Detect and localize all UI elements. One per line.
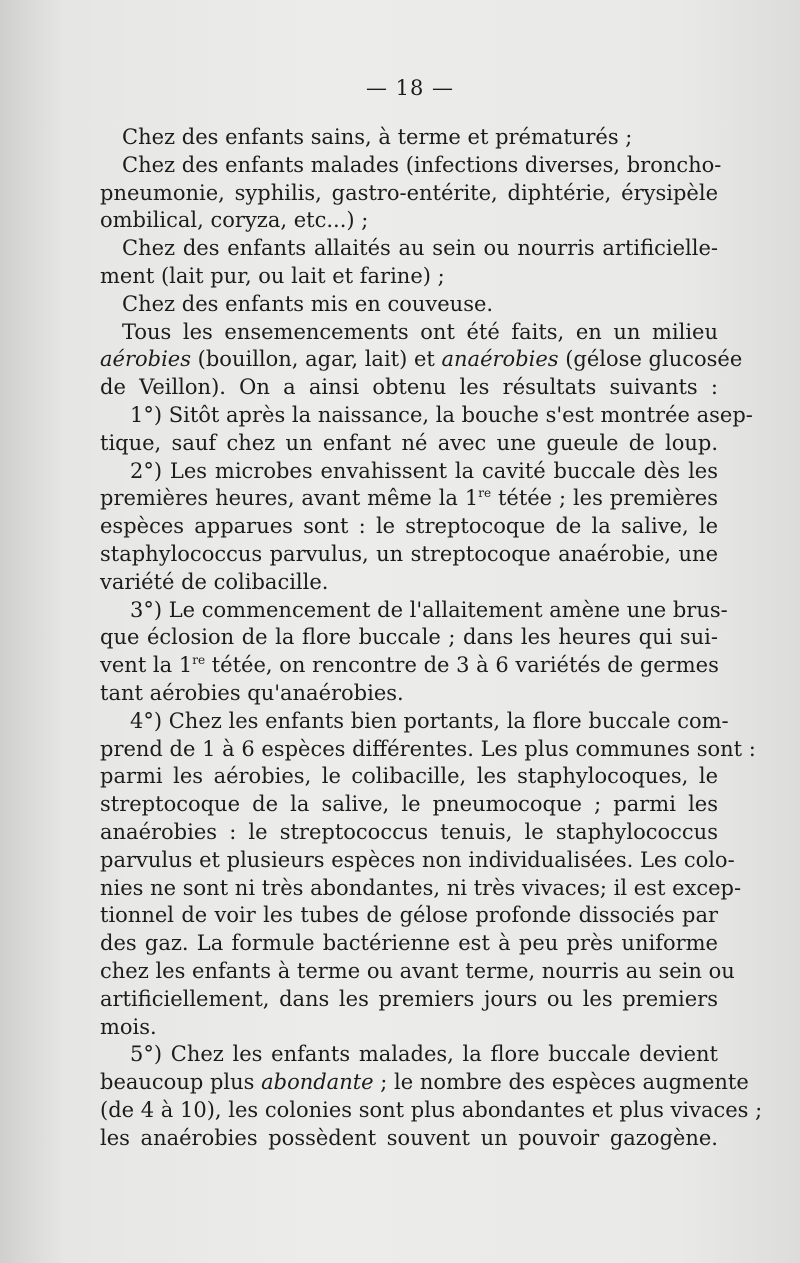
text-segment: 2°) Les microbes envahissent la cavité buccale dès les [130, 458, 718, 483]
text-line: chez les enfants à terme ou avant terme, nourris au sein ou [100, 958, 735, 983]
text-segment: 5°) Chez les enfants malades, la flore buccale devient [130, 1042, 718, 1067]
text-line: anaérobies : le streptococcus tenuis, le staphylococcus [100, 819, 718, 844]
text-segment: ; le nombre des espèces augmente [373, 1070, 749, 1095]
text-line: prend de 1 à 6 espèces différentes. Les plus communes sont : [100, 736, 756, 761]
text-line: pneumonie, syphilis, gastro-entérite, diphtérie, érysipèle [100, 180, 718, 205]
superscript: re [478, 486, 492, 501]
text-line: artificiellement, dans les premiers jours ou les premiers [100, 986, 718, 1011]
text-line [100, 485, 718, 513]
text-line: tique, sauf chez un enfant né avec une gueule de loup. [100, 430, 718, 455]
text-line: 3°) Le commencement de l'allaitement amène une brus- [130, 597, 728, 622]
text-line: ment (lait pur, ou lait et farine) ; [100, 263, 445, 288]
text-segment: (gélose glucosée [558, 347, 743, 372]
text-line [100, 458, 718, 486]
text-line: espèces apparues sont : le streptocoque de la salive, le [100, 514, 718, 539]
text-line: tionnel de voir les tubes de gélose profonde dissociés par [100, 903, 718, 928]
text-segment: premières heures, avant même la 1 [100, 486, 479, 511]
text-line: Chez des enfants sains, à terme et prématurés ; [122, 125, 633, 149]
text-line: staphylococcus parvulus, un streptocoque anaérobie, une [100, 541, 718, 566]
italic-term: aérobies [100, 347, 191, 372]
text-line: 1°) Sitôt après la naissance, la bouche s'est montrée asep- [130, 402, 753, 427]
text-line: de Veillon). On a ainsi obtenu les résultats suivants : [100, 375, 718, 400]
text-line: mois. [100, 1014, 157, 1039]
text-line [100, 1069, 749, 1097]
text-line: parmi les aérobies, le colibacille, les staphylocoques, le [100, 764, 718, 789]
text-segment: tétée ; les premières [491, 486, 718, 511]
text-line: des gaz. La formule bactérienne est à peu près uniforme [100, 931, 718, 956]
text-line [100, 346, 743, 374]
text-segment: beaucoup plus [100, 1070, 262, 1095]
text-line: que éclosion de la flore buccale ; dans les heures qui sui- [100, 625, 718, 650]
text-line: Tous les ensemencements ont été faits, en un milieu [122, 319, 718, 344]
superscript: re [192, 653, 206, 668]
italic-term: abondante [261, 1070, 374, 1095]
text-line: les anaérobies possèdent souvent un pouvoir gazogène. [100, 1125, 718, 1150]
text-line: nies ne sont ni très abondantes, ni très vivaces; il est excep- [100, 875, 742, 900]
text-line: streptocoque de la salive, le pneumocoque ; parmi les [100, 792, 718, 817]
text-segment: vent la 1 [100, 653, 193, 678]
text-line [100, 1041, 718, 1069]
text-line: variété de colibacille. [100, 569, 329, 594]
page-number: — 18 — [365, 76, 455, 100]
text-line: (de 4 à 10), les colonies sont plus abondantes et plus vivaces ; [100, 1097, 763, 1122]
text-line: parvulus et plusieurs espèces non individualisées. Les colo- [100, 847, 735, 872]
text-line: Chez des enfants allaités au sein ou nourris artificielle- [122, 236, 718, 261]
text-line: Chez des enfants mis en couveuse. [122, 291, 494, 316]
text-line: Chez des enfants malades (infections diverses, broncho- [122, 152, 722, 177]
text-segment: (bouillon, agar, lait) et [191, 347, 442, 372]
body-text [100, 124, 763, 1152]
text-line: 4°) Chez les enfants bien portants, la flore buccale com- [130, 708, 729, 733]
text-line: tant aérobies qu'anaérobies. [100, 680, 404, 705]
text-line [100, 652, 718, 680]
text-segment: tétée, on rencontre de 3 à 6 variétés de germes [205, 653, 719, 678]
italic-term: anaérobies [441, 347, 559, 372]
text-line: ombilical, coryza, etc...) ; [100, 208, 369, 233]
